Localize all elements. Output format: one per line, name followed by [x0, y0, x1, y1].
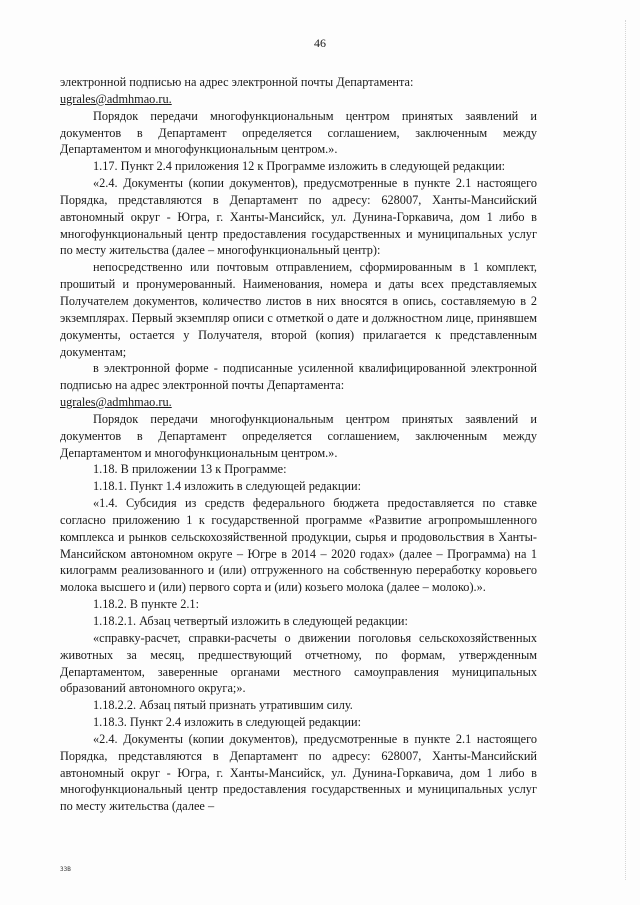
paragraph: «2.4. Документы (копии документов), предусмотренные в пункте 2.1 настоящего Порядка, представляются в Департамент по адресу: 628007, Ханты-Мансийский автономный округ - Югра, г. Ханты-Мансийск, ул. Дунина-Горкавича, дом 1 либо в многофункциональный центр предоставления государственных и муниципальных услуг по месту жительства (далее – многофункциональный центр): — [60, 176, 537, 258]
page-number: 46 — [314, 36, 326, 50]
paragraph: 1.18. В приложении 13 к Программе: — [93, 462, 287, 477]
footer-mark: ЗЗВ — [60, 866, 71, 873]
document-body — [60, 74, 537, 815]
paragraph: 1.18.2. В пункте 2.1: — [93, 597, 199, 612]
email-link-paragraph[interactable]: ugrales@admhmao.ru. — [60, 395, 172, 410]
paragraph: электронной подписью на адрес электронной почты Департамента: — [60, 75, 414, 89]
scan-edge-marks — [625, 20, 634, 880]
paragraph: в электронной форме - подписанные усиленной квалифицированной электронной подписью на адрес электронной почты Департамента: — [60, 361, 537, 393]
paragraph: «справку-расчет, справки-расчеты о движении поголовья сельскохозяйственных животных за месяц, предшествующий отчетному, по формам, утвержденным Департаментом, заверенные органами местного самоуправления муниципальных образований автономного округа;». — [60, 630, 537, 696]
paragraph: 1.18.1. Пункт 1.4 изложить в следующей редакции: — [93, 479, 361, 494]
paragraph: 1.18.2.2. Абзац пятый признать утратившим силу. — [93, 698, 353, 713]
paragraph: «2.4. Документы (копии документов), предусмотренные в пункте 2.1 настоящего Порядка, представляются в Департамент по адресу: 628007, Ханты-Мансийский автономный округ - Югра, г. Ханты-Мансийск, ул. Дунина-Горкавича, дом 1 либо в многофункциональный центр предоставления государственных и муниципальных услуг по месту жительства (далее – — [60, 731, 537, 814]
paragraph: 1.17. Пункт 2.4 приложения 12 к Программе изложить в следующей редакции: — [93, 159, 506, 174]
paragraph: непосредственно или почтовым отправлением, сформированным в 1 комплект, прошитый и пронумерованный. Наименования, номера и даты всех представляемых Получателем документов, количество листов в них вносятся в опись, составляемую в 2 экземплярах. Первый экземпляр описи с отметкой о дате и должностном лице, принявшем документы, остается у Получателя, второй (копия) прилагается к представленным документам; — [60, 260, 537, 359]
email-link-paragraph[interactable]: ugrales@admhmao.ru. — [60, 91, 172, 106]
paragraph: «1.4. Субсидия из средств федерального бюджета предоставляется по ставке согласно приложению 1 к государственной программе «Развитие агропромышленного комплекса и рынков сельскохозяйственной продукции, сырья и продовольствия в Ханты-Мансийском автономном округе – Югре в 2014 – 2020 годах» (далее – Программа) на 1 килограмм реализованного и (или) отгруженного на собственную переработку коровьего молока высшего и (или) первого сорта и (или) козьего молока (далее – молоко).». — [60, 496, 537, 595]
paragraph: 1.18.3. Пункт 2.4 изложить в следующей редакции: — [93, 715, 361, 730]
paragraph: Порядок передачи многофункциональным центром принятых заявлений и документов в Департамент определяется соглашением, заключенным между Департаментом и многофункциональным центром.». — [60, 108, 537, 157]
paragraph: 1.18.2.1. Абзац четвертый изложить в следующей редакции: — [93, 614, 408, 628]
paragraph: Порядок передачи многофункциональным центром принятых заявлений и документов в Департамент определяется соглашением, заключенным между Департаментом и многофункциональным центром.». — [60, 411, 537, 460]
